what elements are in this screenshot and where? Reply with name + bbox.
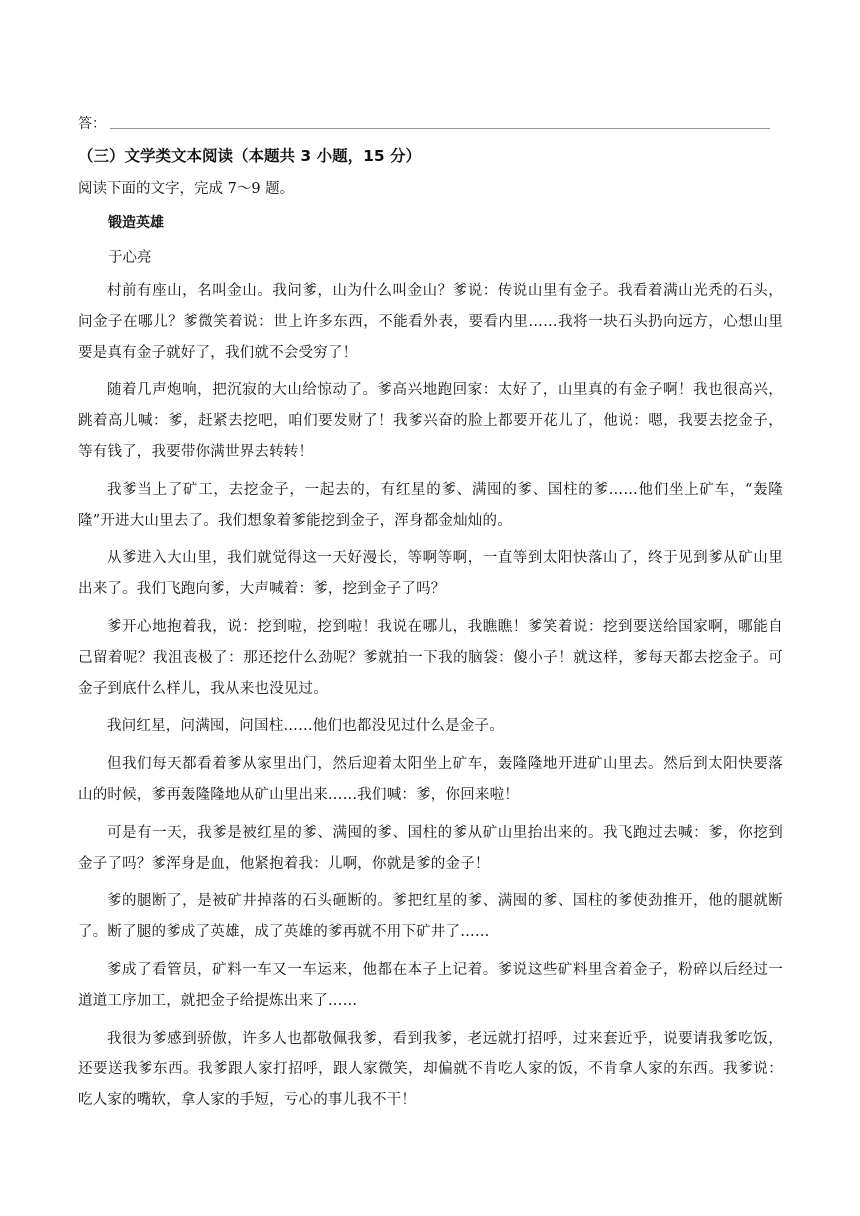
story-body (78, 276, 783, 1123)
story-paragraph: 爹的腿断了，是被矿井掉落的石头砸断的。爹把红星的爹、满囤的爹、国柱的爹使劲推开，他的腿就断了。断了腿的爹成了英雄，成了英雄的爹再就不用下矿井了…… (78, 893, 783, 941)
story-paragraph: 我问红星，问满囤，问国柱……他们也都没见过什么是金子。 (107, 718, 504, 735)
section-instruction: 阅读下面的文字，完成 7～9 题。 (78, 181, 295, 197)
story-paragraph: 爹开心地抱着我，说：挖到啦，挖到啦！我说在哪儿，我瞧瞧！爹笑着说：挖到要送给国家啊，哪能自己留着呢？我沮丧极了：那还挖什么劲呢？爹就拍一下我的脑袋：傻小子！就这样，爹每天都去挖金子。可金子到底什么样儿，我从来也没见过。 (78, 618, 783, 697)
answer-label: 答： (78, 116, 106, 132)
answer-line (78, 112, 770, 132)
story-paragraph: 爹成了看管员，矿料一车又一车运来，他都在本子上记着。爹说这些矿料里含着金子，粉碎以后经过一道道工序加工，就把金子给提炼出来了…… (78, 961, 783, 1009)
story-paragraph: 随着几声炮响，把沉寂的大山给惊动了。爹高兴地跑回家：太好了，山里真的有金子啊！我也很高兴，跳着高儿喊：爹，赶紧去挖吧，咱们要发财了！我爹兴奋的脸上都要开花儿了，他说：嗯，我要去挖金子，等有钱了，我要带你满世界去转转！ (78, 382, 783, 460)
story-author: 于心亮 (108, 250, 152, 266)
story-paragraph: 我爹当上了矿工，去挖金子，一起去的，有红星的爹、满囤的爹、国柱的爹……他们坐上矿车，“轰隆隆”开进大山里去了。我们想象着爹能挖到金子，浑身都金灿灿的。 (78, 481, 783, 529)
story-paragraph: 村前有座山，名叫金山。我问爹，山为什么叫金山？爹说：传说山里有金子。我看着满山光秃的石头，问金子在哪儿？爹微笑着说：世上许多东西，不能看外表，要看内里……我将一块石头扔向远方，心想山里要是真有金子就好了，我们就不会受穷了！ (78, 283, 783, 361)
story-paragraph: 可是有一天，我爹是被红星的爹、满囤的爹、国柱的爹从矿山里抬出来的。我飞跑过去喊：爹，你挖到金子了吗？爹浑身是血，他紧抱着我：儿啊，你就是爹的金子！ (78, 824, 783, 872)
story-paragraph: 我很为爹感到骄傲，许多人也都敬佩我爹，看到我爹，老远就打招呼，过来套近乎，说要请我爹吃饭，还要送我爹东西。我爹跟人家打招呼，跟人家微笑，却偏就不肯吃人家的饭，不肯拿人家的东西。我爹说：吃人家的嘴软，拿人家的手短，亏心的事儿我不干！ (78, 1030, 783, 1109)
story-paragraph: 但我们每天都看着爹从家里出门，然后迎着太阳坐上矿车，轰隆隆地开进矿山里去。然后到太阳快要落山的时候，爹再轰隆隆地从矿山里出来……我们喊：爹，你回来啦！ (78, 756, 783, 803)
section-heading: （三）文学类文本阅读（本题共 3 小题，15 分） (78, 147, 422, 165)
story-paragraph: 从爹进入大山里，我们就觉得这一天好漫长，等啊等啊，一直等到太阳快落山了，终于见到爹从矿山里出来了。我们飞跑向爹，大声喊着：爹，挖到金子了吗？ (78, 550, 783, 598)
answer-blank (110, 128, 770, 129)
story-title: 锻造英雄 (108, 215, 164, 231)
